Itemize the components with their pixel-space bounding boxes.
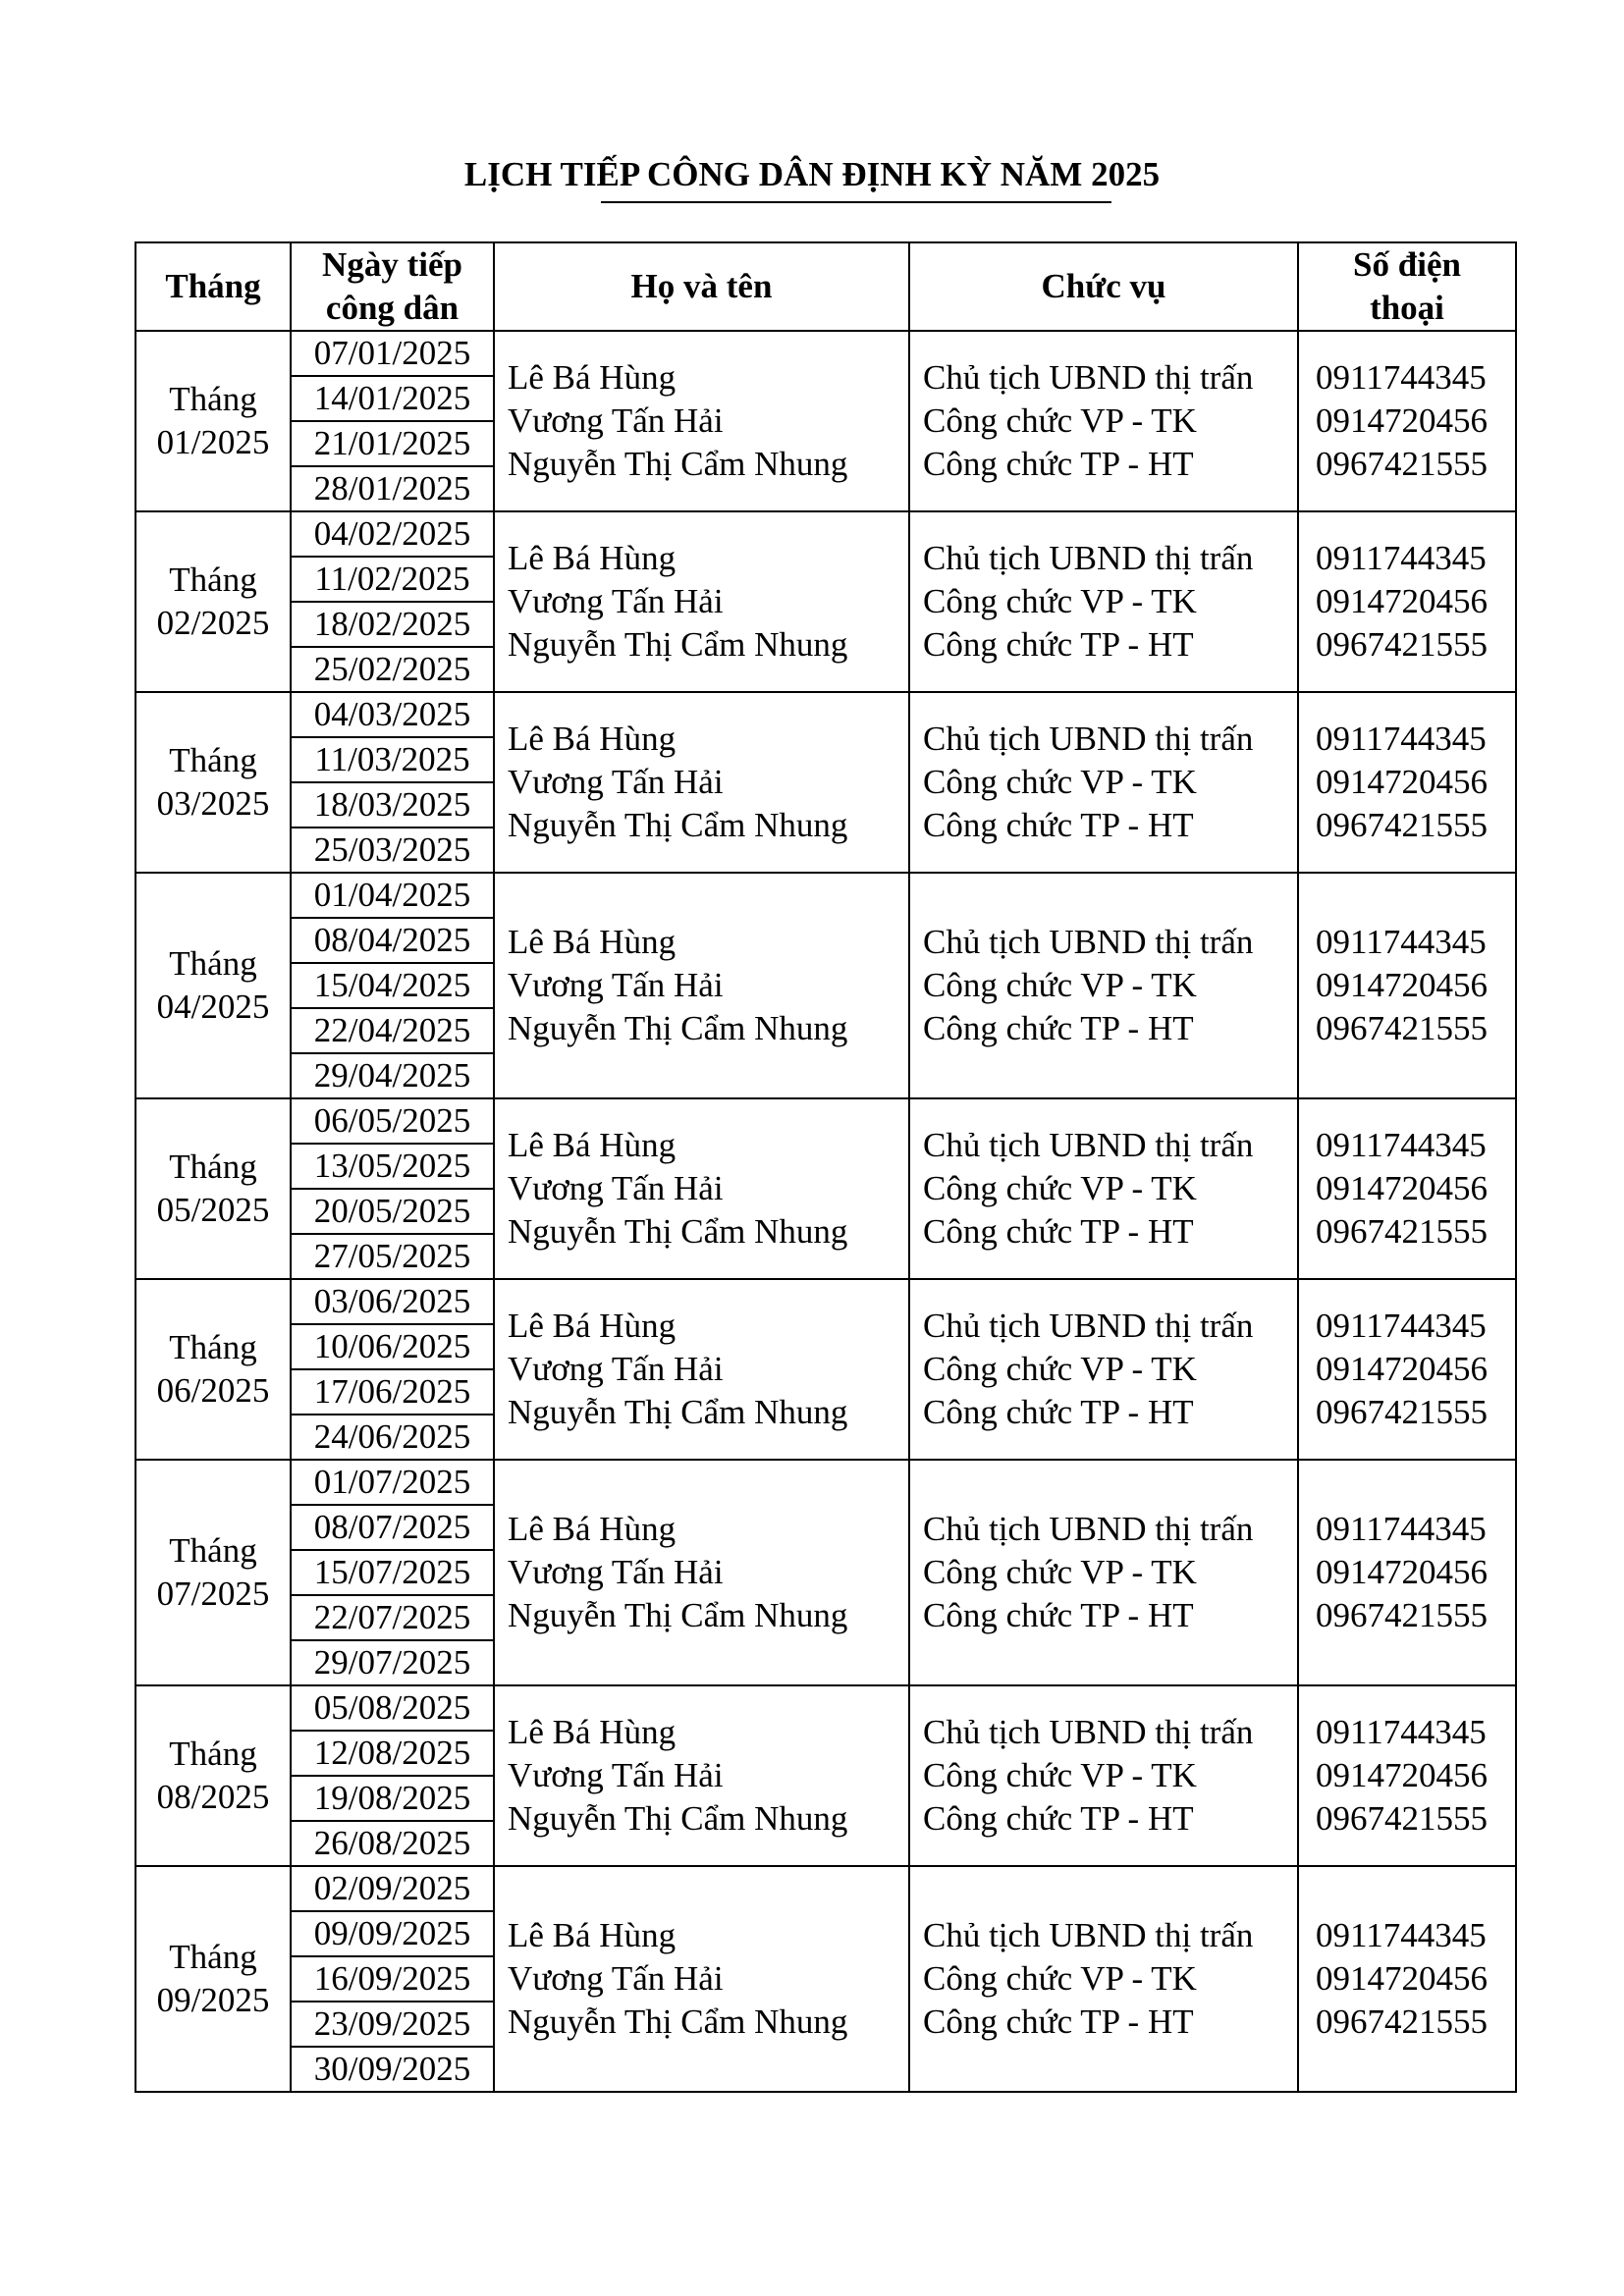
phone-line: 0914720456 <box>1316 1553 1488 1591</box>
date-cell: 08/04/2025 <box>291 918 494 963</box>
date-cell: 24/06/2025 <box>291 1415 494 1460</box>
date-cell: 14/01/2025 <box>291 376 494 421</box>
position-line: Chủ tịch UBND thị trấn <box>923 358 1254 397</box>
date-cell: 15/07/2025 <box>291 1550 494 1595</box>
position-line: Công chức TP - HT <box>923 1799 1194 1838</box>
date-cell: 04/03/2025 <box>291 692 494 737</box>
date-cell: 13/05/2025 <box>291 1144 494 1189</box>
month-label: 03/2025 <box>156 784 270 823</box>
name-cell <box>494 1866 909 2092</box>
phone-line: 0967421555 <box>1316 2002 1488 2041</box>
table-row <box>135 1460 1516 1505</box>
name-line: Lê Bá Hùng <box>508 1307 677 1345</box>
phone-cell <box>1298 692 1516 873</box>
table-row <box>135 873 1516 918</box>
date-cell: 01/04/2025 <box>291 873 494 918</box>
table-row <box>135 331 1516 376</box>
name-cell <box>494 1685 909 1866</box>
table-row <box>135 1279 1516 1324</box>
name-line: Vương Tấn Hải <box>508 1169 724 1207</box>
phone-line: 0967421555 <box>1316 445 1488 483</box>
date-cell: 03/06/2025 <box>291 1279 494 1324</box>
date-cell: 11/03/2025 <box>291 737 494 782</box>
name-line: Nguyễn Thị Cẩm Nhung <box>508 1799 848 1838</box>
position-line: Công chức TP - HT <box>923 1009 1194 1047</box>
month-label: Tháng <box>169 944 257 983</box>
position-line: Chủ tịch UBND thị trấn <box>923 720 1254 758</box>
name-line: Lê Bá Hùng <box>508 539 677 577</box>
date-cell: 28/01/2025 <box>291 466 494 511</box>
month-label: 02/2025 <box>156 604 270 642</box>
month-label: Tháng <box>169 1328 257 1366</box>
phone-line: 0911744345 <box>1316 1713 1487 1751</box>
position-line: Công chức VP - TK <box>923 582 1197 620</box>
position-line: Công chức TP - HT <box>923 1393 1194 1431</box>
phone-line: 0911744345 <box>1316 1126 1487 1164</box>
position-line: Công chức TP - HT <box>923 806 1194 844</box>
name-cell <box>494 873 909 1098</box>
date-cell: 06/05/2025 <box>291 1098 494 1144</box>
month-cell <box>135 1866 291 2092</box>
header-row <box>135 242 1516 331</box>
position-line: Chủ tịch UBND thị trấn <box>923 1126 1254 1164</box>
date-cell: 25/03/2025 <box>291 828 494 873</box>
name-line: Nguyễn Thị Cẩm Nhung <box>508 1009 848 1047</box>
phone-line: 0967421555 <box>1316 1799 1488 1838</box>
phone-line: 0914720456 <box>1316 966 1488 1004</box>
date-cell: 21/01/2025 <box>291 421 494 466</box>
position-line: Chủ tịch UBND thị trấn <box>923 1916 1254 1954</box>
month-cell <box>135 1098 291 1279</box>
phone-line: 0914720456 <box>1316 1169 1488 1207</box>
month-cell <box>135 1460 291 1685</box>
table-row <box>135 1098 1516 1144</box>
date-cell: 04/02/2025 <box>291 511 494 557</box>
name-cell <box>494 1098 909 1279</box>
phone-cell <box>1298 1279 1516 1460</box>
month-label: Tháng <box>169 1735 257 1773</box>
date-cell: 10/06/2025 <box>291 1324 494 1369</box>
date-cell: 27/05/2025 <box>291 1234 494 1279</box>
month-label: Tháng <box>169 380 257 418</box>
month-cell <box>135 692 291 873</box>
date-cell: 02/09/2025 <box>291 1866 494 1911</box>
date-cell: 19/08/2025 <box>291 1776 494 1821</box>
phone-cell <box>1298 511 1516 692</box>
phone-line: 0911744345 <box>1316 1916 1487 1954</box>
month-cell <box>135 873 291 1098</box>
month-label: Tháng <box>169 1531 257 1570</box>
name-line: Lê Bá Hùng <box>508 720 677 758</box>
month-cell <box>135 1279 291 1460</box>
date-cell: 29/07/2025 <box>291 1640 494 1685</box>
header-date-line2: công dân <box>325 289 460 327</box>
phone-cell <box>1298 1098 1516 1279</box>
position-line: Công chức VP - TK <box>923 763 1197 801</box>
header-position: Chức vụ <box>909 242 1298 331</box>
name-line: Nguyễn Thị Cẩm Nhung <box>508 1212 848 1251</box>
month-label: 05/2025 <box>156 1191 270 1229</box>
position-cell <box>909 1866 1298 2092</box>
position-line: Công chức TP - HT <box>923 2002 1194 2041</box>
date-cell: 12/08/2025 <box>291 1731 494 1776</box>
month-cell <box>135 331 291 511</box>
table-row <box>135 1685 1516 1731</box>
position-line: Công chức VP - TK <box>923 1756 1197 1794</box>
name-cell <box>494 511 909 692</box>
position-cell <box>909 1460 1298 1685</box>
month-cell <box>135 511 291 692</box>
schedule-body <box>135 331 1516 2092</box>
month-label: Tháng <box>169 1938 257 1976</box>
phone-line: 0967421555 <box>1316 625 1488 664</box>
header-phone <box>1298 242 1516 331</box>
name-line: Vương Tấn Hải <box>508 582 724 620</box>
month-label: 08/2025 <box>156 1778 270 1816</box>
phone-line: 0967421555 <box>1316 1009 1488 1047</box>
name-line: Nguyễn Thị Cẩm Nhung <box>508 445 848 483</box>
phone-line: 0967421555 <box>1316 1212 1488 1251</box>
phone-line: 0967421555 <box>1316 806 1488 844</box>
position-cell <box>909 1098 1298 1279</box>
name-line: Nguyễn Thị Cẩm Nhung <box>508 1596 848 1634</box>
name-line: Lê Bá Hùng <box>508 923 677 961</box>
name-cell <box>494 331 909 511</box>
name-line: Lê Bá Hùng <box>508 1510 677 1548</box>
date-cell: 18/03/2025 <box>291 782 494 828</box>
phone-line: 0967421555 <box>1316 1393 1488 1431</box>
date-cell: 11/02/2025 <box>291 557 494 602</box>
phone-line: 0911744345 <box>1316 923 1487 961</box>
phone-line: 0914720456 <box>1316 1756 1488 1794</box>
date-cell: 05/08/2025 <box>291 1685 494 1731</box>
phone-line: 0911744345 <box>1316 1307 1487 1345</box>
name-line: Lê Bá Hùng <box>508 1713 677 1751</box>
table-row <box>135 511 1516 557</box>
name-line: Lê Bá Hùng <box>508 358 677 397</box>
name-line: Vương Tấn Hải <box>508 1553 724 1591</box>
name-line: Vương Tấn Hải <box>508 401 724 440</box>
header-month: Tháng <box>135 242 291 331</box>
date-cell: 08/07/2025 <box>291 1505 494 1550</box>
position-line: Chủ tịch UBND thị trấn <box>923 1510 1254 1548</box>
name-cell <box>494 1279 909 1460</box>
month-label: Tháng <box>169 561 257 599</box>
phone-line: 0911744345 <box>1316 358 1487 397</box>
date-cell: 01/07/2025 <box>291 1460 494 1505</box>
phone-line: 0914720456 <box>1316 1959 1488 1998</box>
month-cell <box>135 1685 291 1866</box>
date-cell: 16/09/2025 <box>291 1956 494 2002</box>
phone-cell <box>1298 331 1516 511</box>
position-cell <box>909 692 1298 873</box>
phone-cell <box>1298 1866 1516 2092</box>
phone-line: 0914720456 <box>1316 582 1488 620</box>
date-cell: 25/02/2025 <box>291 647 494 692</box>
month-label: 09/2025 <box>156 1981 270 2019</box>
phone-line: 0911744345 <box>1316 720 1487 758</box>
phone-cell <box>1298 1460 1516 1685</box>
position-cell <box>909 1685 1298 1866</box>
phone-line: 0911744345 <box>1316 1510 1487 1548</box>
position-line: Chủ tịch UBND thị trấn <box>923 1713 1254 1751</box>
date-cell: 18/02/2025 <box>291 602 494 647</box>
date-cell: 07/01/2025 <box>291 331 494 376</box>
header-date <box>291 242 494 331</box>
name-cell <box>494 1460 909 1685</box>
position-line: Công chức TP - HT <box>923 1212 1194 1251</box>
date-cell: 20/05/2025 <box>291 1189 494 1234</box>
phone-line: 0914720456 <box>1316 1350 1488 1388</box>
position-line: Công chức VP - TK <box>923 1553 1197 1591</box>
phone-cell <box>1298 873 1516 1098</box>
date-cell: 30/09/2025 <box>291 2047 494 2092</box>
position-line: Công chức VP - TK <box>923 1350 1197 1388</box>
month-label: Tháng <box>169 741 257 779</box>
header-name: Họ và tên <box>494 242 909 331</box>
month-label: 06/2025 <box>156 1371 270 1410</box>
month-label: Tháng <box>169 1148 257 1186</box>
name-line: Vương Tấn Hải <box>508 763 724 801</box>
name-line: Nguyễn Thị Cẩm Nhung <box>508 1393 848 1431</box>
month-label: 04/2025 <box>156 988 270 1026</box>
phone-cell <box>1298 1685 1516 1866</box>
date-cell: 29/04/2025 <box>291 1053 494 1098</box>
position-line: Công chức TP - HT <box>923 625 1194 664</box>
phone-line: 0914720456 <box>1316 763 1488 801</box>
position-cell <box>909 1279 1298 1460</box>
name-line: Lê Bá Hùng <box>508 1916 677 1954</box>
position-line: Công chức VP - TK <box>923 1959 1197 1998</box>
position-line: Chủ tịch UBND thị trấn <box>923 923 1254 961</box>
date-cell: 22/04/2025 <box>291 1008 494 1053</box>
title-underline <box>601 201 1111 203</box>
schedule-table <box>135 241 1517 2093</box>
date-cell: 09/09/2025 <box>291 1911 494 1956</box>
date-cell: 15/04/2025 <box>291 963 494 1008</box>
name-line: Nguyễn Thị Cẩm Nhung <box>508 806 848 844</box>
position-line: Công chức TP - HT <box>923 1596 1194 1634</box>
name-line: Vương Tấn Hải <box>508 1959 724 1998</box>
position-cell <box>909 511 1298 692</box>
table-row <box>135 692 1516 737</box>
page-title: LỊCH TIẾP CÔNG DÂN ĐỊNH KỲ NĂM 2025 <box>463 155 1161 193</box>
table-row <box>135 1866 1516 1911</box>
date-cell: 22/07/2025 <box>291 1595 494 1640</box>
position-line: Chủ tịch UBND thị trấn <box>923 1307 1254 1345</box>
name-line: Nguyễn Thị Cẩm Nhung <box>508 625 848 664</box>
date-cell: 23/09/2025 <box>291 2002 494 2047</box>
position-line: Công chức VP - TK <box>923 966 1197 1004</box>
name-line: Vương Tấn Hải <box>508 966 724 1004</box>
date-cell: 17/06/2025 <box>291 1369 494 1415</box>
position-line: Công chức TP - HT <box>923 445 1194 483</box>
header-date-line1: Ngày tiếp <box>322 245 462 284</box>
name-line: Lê Bá Hùng <box>508 1126 677 1164</box>
position-cell <box>909 873 1298 1098</box>
name-line: Vương Tấn Hải <box>508 1756 724 1794</box>
date-cell: 26/08/2025 <box>291 1821 494 1866</box>
header-phone-line2: thoại <box>1370 289 1444 327</box>
phone-line: 0911744345 <box>1316 539 1487 577</box>
position-line: Công chức VP - TK <box>923 1169 1197 1207</box>
month-label: 01/2025 <box>156 423 270 461</box>
header-phone-line1: Số điện <box>1353 245 1461 284</box>
month-label: 07/2025 <box>156 1575 270 1613</box>
name-line: Vương Tấn Hải <box>508 1350 724 1388</box>
name-cell <box>494 692 909 873</box>
position-line: Công chức VP - TK <box>923 401 1197 440</box>
position-line: Chủ tịch UBND thị trấn <box>923 539 1254 577</box>
phone-line: 0914720456 <box>1316 401 1488 440</box>
name-line: Nguyễn Thị Cẩm Nhung <box>508 2002 848 2041</box>
position-cell <box>909 331 1298 511</box>
phone-line: 0967421555 <box>1316 1596 1488 1634</box>
